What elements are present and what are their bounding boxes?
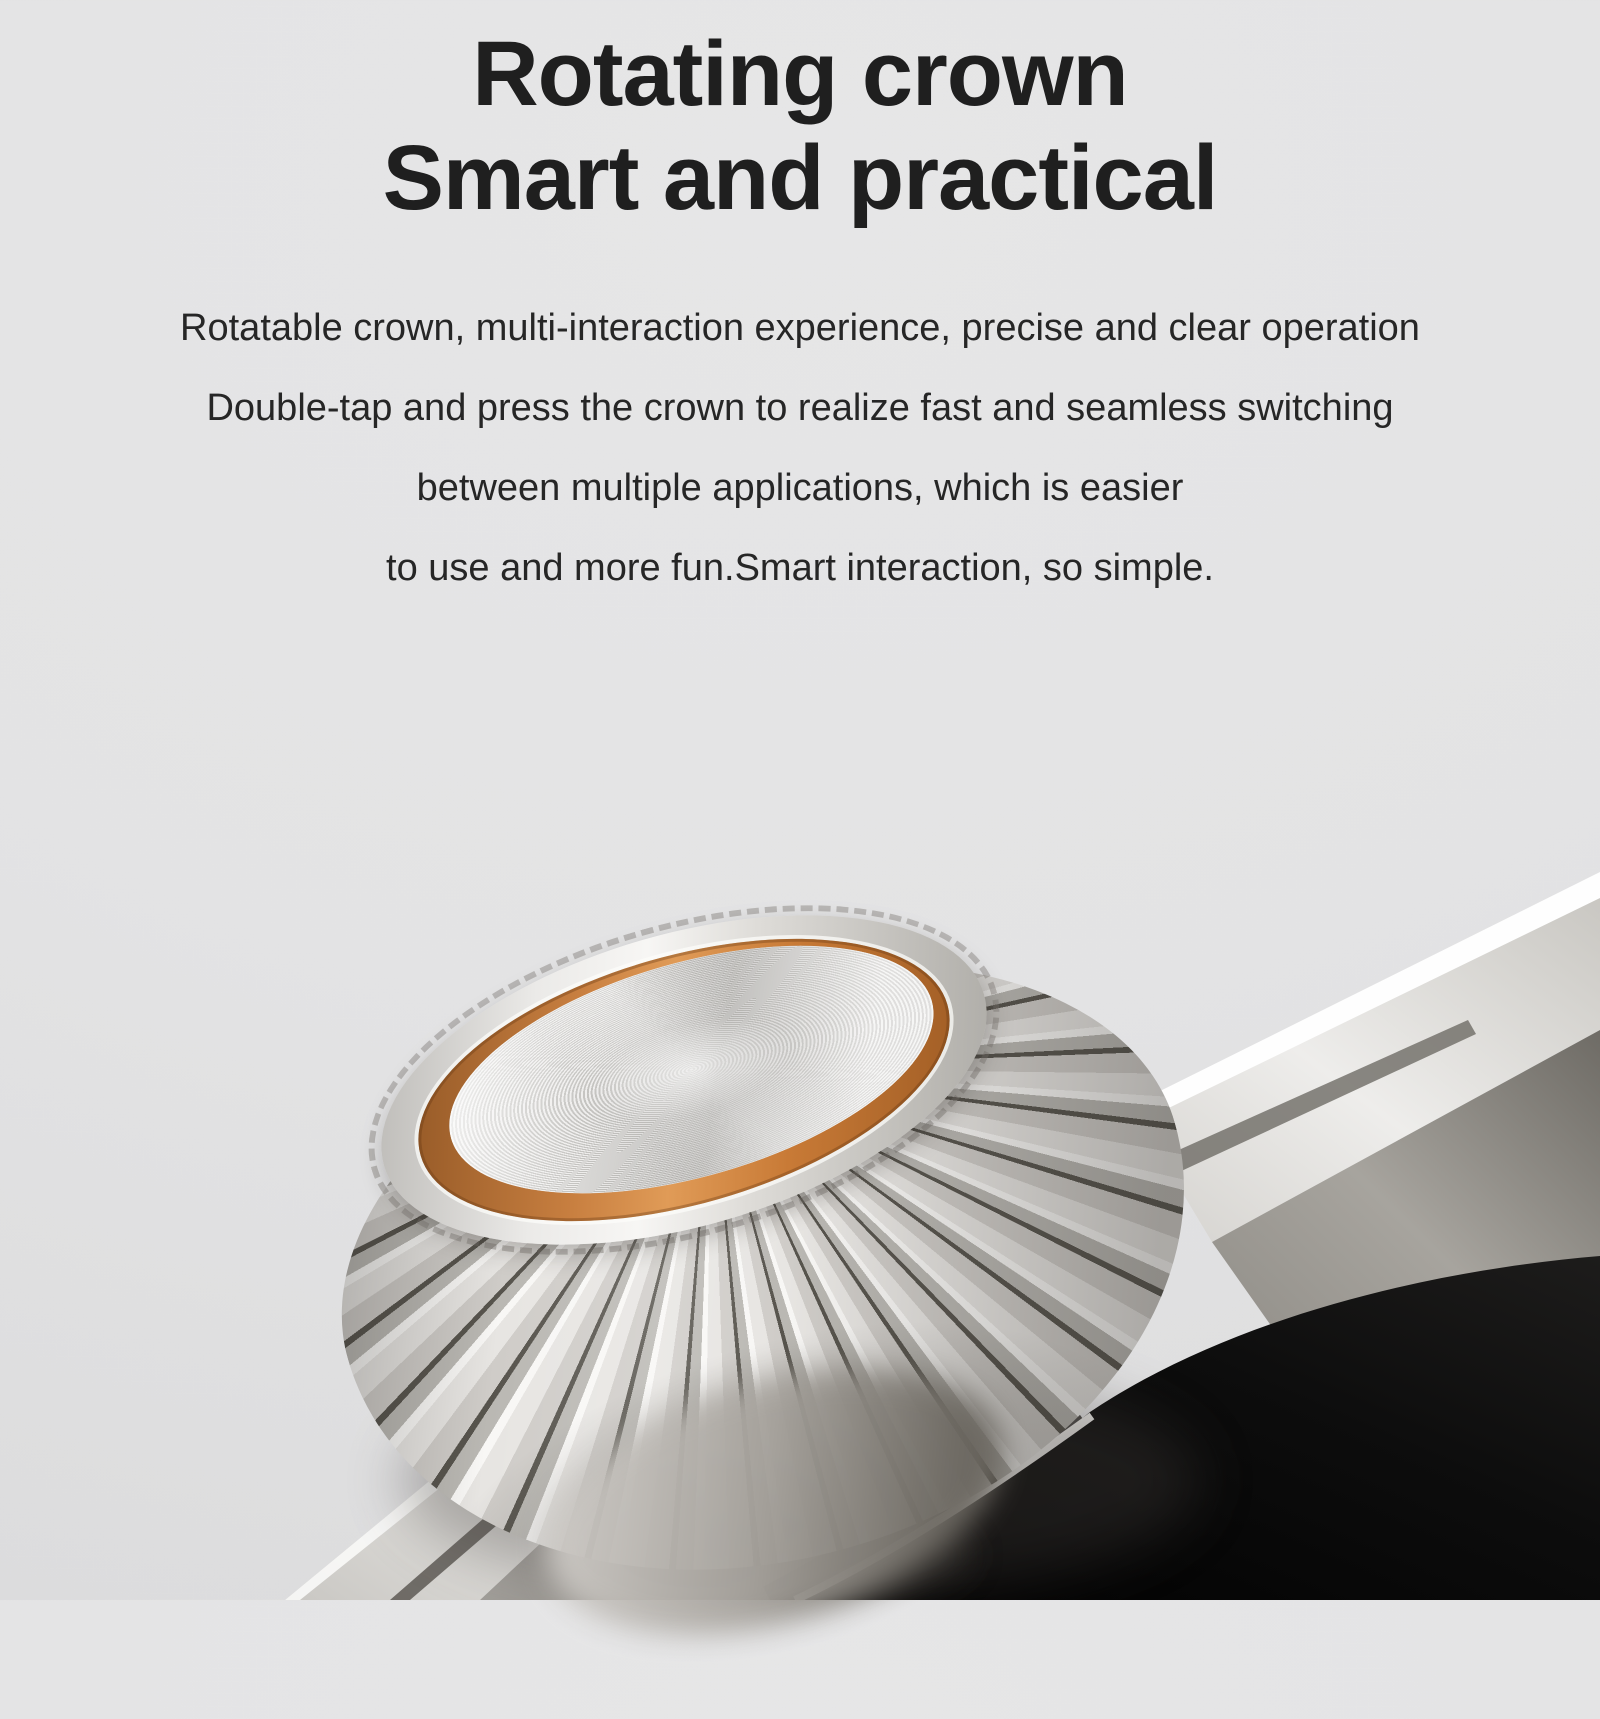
description-line-4: to use and more fun.Smart interaction, so simple. xyxy=(386,547,1214,589)
description xyxy=(0,288,1600,608)
description-line-2: Double-tap and press the crown to realize fast and seamless switching xyxy=(206,387,1394,429)
description-line-3: between multiple applications, which is easier xyxy=(416,467,1184,509)
description-line-1: Rotatable crown, multi-interaction experience, precise and clear operation xyxy=(180,307,1420,349)
heading xyxy=(0,22,1600,230)
page-title xyxy=(0,22,1600,230)
title-line-2: Smart and practical xyxy=(382,127,1218,229)
title-line-1: Rotating crown xyxy=(472,23,1128,125)
